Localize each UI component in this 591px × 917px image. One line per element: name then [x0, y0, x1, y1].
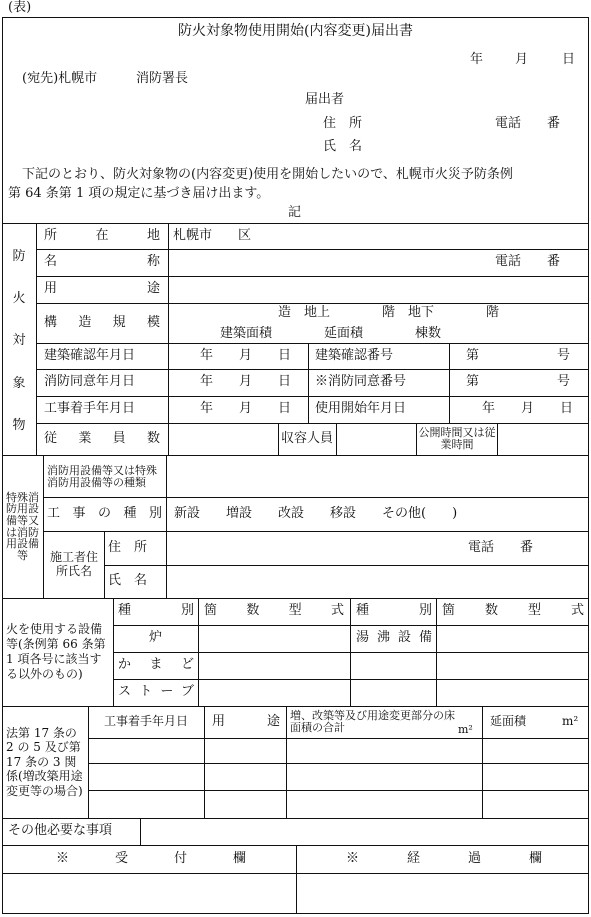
fire-consent-date-label: 消防同意年月日 [44, 374, 136, 390]
side-char: 象 [12, 375, 26, 391]
notifier-label: 届出者 [305, 92, 345, 107]
fire-consent-date-value: 年 月 日 [200, 374, 292, 390]
structure-label: 構造規模 [44, 314, 160, 330]
water-heater-label: 湯沸設備 [356, 630, 432, 646]
fire-equipment-side-label: 火を使用する設備等(条例第 66 条第 1 項各号に該当する以外のもの) [6, 622, 106, 681]
equipment-type-label: 消防用設備等又は特殊消防用設備等の種類 [47, 464, 157, 489]
build-confirm-no-label: 建築確認番号 [315, 347, 394, 363]
furnace-label: 炉 [148, 630, 162, 646]
structure-line-2: 建築面積 延面積 棟数 [220, 326, 442, 341]
rule [308, 343, 309, 423]
target-phone: 電話 番 [495, 254, 561, 270]
hours-label: 公開時間又は従業時間 [418, 426, 496, 451]
addressee: (宛先)札幌市 [22, 71, 98, 86]
fire-chief: 消防署長 [136, 71, 189, 86]
rule [336, 423, 337, 455]
side-char: 火 [12, 291, 26, 307]
rule [43, 455, 44, 598]
rule [104, 531, 105, 598]
contractor-phone: 電話 番 [468, 539, 534, 555]
law-work-start-header: 工事着手年月日 [103, 714, 188, 729]
rule [104, 565, 589, 566]
work-type-label: 工事の種別 [47, 505, 162, 521]
work-start-date-label: 工事着手年月日 [44, 401, 136, 417]
build-confirm-no-value: 第 号 [466, 347, 571, 363]
rule [88, 763, 589, 764]
side-char: 物 [12, 418, 26, 434]
contractor-label: 施工者住所氏名 [49, 549, 98, 578]
stove-label: ストーブ [118, 684, 194, 700]
law-side-label: 法第 17 条の 2 の 5 及び第 17 条の 3 関係(増改築用途変更等の場合) [6, 726, 83, 798]
law-total-area-header: 延面積 [490, 714, 527, 729]
rule [436, 598, 437, 706]
employees-label: 従業員数 [44, 430, 160, 446]
ki-label: 記 [288, 205, 302, 220]
notifier-phone: 電話 番 [495, 116, 561, 131]
fire-count-header-left: 箇数型式 [204, 603, 344, 619]
fire-consent-no-value: 第 号 [466, 374, 571, 390]
capacity-label: 収容人員 [280, 430, 333, 446]
target-side-label [2, 223, 36, 455]
use-start-date-label: 使用開始年月日 [315, 401, 407, 417]
contractor-name-label: 氏 名 [108, 573, 148, 589]
fire-count-header-right: 箇数型式 [442, 603, 584, 619]
use-start-date-value: 年 月 日 [482, 401, 574, 417]
rule [36, 223, 37, 455]
rule [88, 738, 589, 739]
location-value[interactable]: 札幌市 区 [173, 227, 252, 243]
work-start-date-value: 年 月 日 [200, 401, 292, 417]
law-floor-area-header: 増、改築等及び用途変更部分の床面積の合計 [290, 709, 455, 734]
rule [296, 845, 297, 914]
date-month: 月 [515, 52, 529, 67]
build-confirm-date-value: 年 月 日 [200, 347, 292, 363]
side-char: 防 [12, 248, 26, 264]
hyo-label: (表) [8, 0, 32, 15]
fire-type-header-right: 種別 [356, 603, 432, 619]
side-char: 対 [12, 333, 26, 349]
rule [286, 706, 287, 818]
rule [168, 223, 169, 455]
rule [449, 343, 450, 423]
law-total-area-unit: m² [562, 714, 579, 729]
other-items-label: その他必要な事項 [8, 823, 113, 839]
work-type-options[interactable]: 新設 増設 改設 移設 その他( ) [174, 505, 458, 521]
notifier-address-label: 住 所 [323, 116, 363, 131]
reception-column-label: ※受付欄 [56, 850, 246, 866]
date-day: 日 [562, 52, 576, 67]
law-use-header: 用途 [212, 713, 280, 729]
build-confirm-date-label: 建築確認年月日 [44, 347, 136, 363]
rule [166, 455, 167, 531]
law-floor-area-unit: m² [458, 723, 473, 736]
structure-line-1: 造 地上 階 地下 階 [278, 305, 500, 320]
rule [198, 598, 199, 706]
notifier-name-label: 氏 名 [323, 139, 363, 154]
use-label: 用途 [44, 281, 160, 297]
body-line-2: 第 64 条第 1 項の規定に基づき届け出ます。 [8, 186, 270, 201]
form-title: 防火対象物使用開始(内容変更)届出書 [178, 23, 413, 39]
rule [88, 790, 589, 791]
fire-consent-no-label: ※消防同意番号 [315, 374, 407, 390]
rule [113, 598, 114, 706]
target-name-label: 名称 [44, 254, 160, 270]
date-year: 年 [470, 52, 484, 67]
body-line-1: 下記のとおり、防火対象物の(内容変更)使用を開始したいので、札幌市火災予防条例 [22, 167, 513, 182]
rule [140, 818, 141, 845]
rule [350, 598, 351, 706]
contractor-address-label: 住 所 [108, 539, 148, 555]
rule [482, 706, 483, 818]
rule [497, 423, 498, 455]
rule [2, 455, 589, 456]
kamado-label: かまど [118, 657, 194, 673]
progress-column-label: ※経過欄 [346, 850, 542, 866]
special-side-label: 特殊消防用設備等又は消防用設備等 [6, 490, 39, 562]
fire-type-header-left: 種別 [118, 603, 194, 619]
location-label: 所在地 [44, 227, 160, 243]
rule [166, 531, 167, 598]
rule [204, 706, 205, 818]
